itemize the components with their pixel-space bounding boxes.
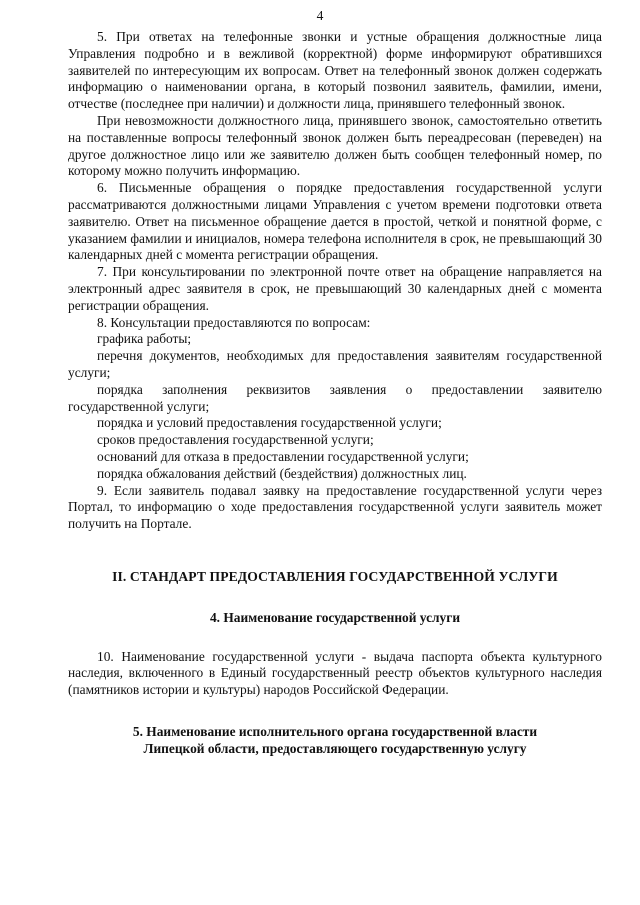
subsection-4-title: 4. Наименование государственной услуги bbox=[209, 609, 461, 625]
paragraph-5-phone-inquiries: 5. При ответах на телефонные звонки и устные обращения должностные лица Управления подробно и в вежливой (корректной) форме информируют обратившихся заявителей по интересующим их вопросам. Ответ на телефонный звонок должен содержать информацию о наименовании органа, в который позвонил заявитель, фамилии, имени, отчестве (последнее при наличии) и должности лица, принявшего телефонный звонок. bbox=[68, 29, 602, 112]
paragraph-7-email-consulting: 7. При консультировании по электронной почте ответ на обращение направляется на электронный адрес заявителя в срок, не превышающий 30 календарных дней с момента регистрации обращения. bbox=[68, 264, 602, 313]
paragraph-9-portal: 9. Если заявитель подавал заявку на предоставление государственной услуги через Портал, то информацию о ходе предоставления государственной услуги заявитель может получить на Портале. bbox=[68, 482, 602, 532]
section-heading: II. СТАНДАРТ ПРЕДОСТАВЛЕНИЯ ГОСУДАРСТВЕННОЙ УСЛУГИ bbox=[112, 568, 558, 584]
subsection-5-title-line2: Липецкой области, предоставляющего государственную услугу bbox=[143, 740, 527, 756]
list-item: порядка и условий предоставления государственной услуги; bbox=[97, 415, 442, 431]
list-item: порядка заполнения реквизитов заявления о предоставлении заявителю государственной услуги; bbox=[68, 381, 602, 414]
paragraph-8-consultation-topics: 8. Консультации предоставляются по вопросам: bbox=[97, 314, 371, 330]
list-item: графика работы; bbox=[97, 331, 192, 347]
list-item: перечня документов, необходимых для предоставления заявителям государственной услуги; bbox=[68, 348, 602, 380]
page-number: 4 bbox=[316, 8, 324, 23]
list-item: порядка обжалования действий (бездействия) должностных лиц. bbox=[97, 465, 467, 481]
paragraph-call-redirect: При невозможности должностного лица, принявшего звонок, самостоятельно ответить на поставленные вопросы телефонный звонок должен быть переадресован (переведен) на другое должностное лицо или же заявителю должен быть сообщен телефонный номер, по которому можно получить информацию. bbox=[68, 112, 602, 179]
subsection-5-title bbox=[68, 723, 602, 757]
subsection-5-title-line1: 5. Наименование исполнительного органа государственной власти bbox=[132, 723, 538, 739]
list-item: сроков предоставления государственной услуги; bbox=[97, 432, 374, 448]
paragraph-10-service-name: 10. Наименование государственной услуги - выдача паспорта объекта культурного наследия, включенного в Единый государственный реестр объектов культурного наследия (памятников истории и культуры) народов Российской Федерации. bbox=[68, 648, 602, 698]
list-item: оснований для отказа в предоставлении государственной услуги; bbox=[97, 448, 469, 464]
paragraph-6-written-requests: 6. Письменные обращения о порядке предоставления государственной услуги рассматриваются должностными лицами Управления с учетом времени подготовки ответа заявителю. Ответ на письменное обращение дается в простой, четкой и понятной форме, с указанием фамилии и инициалов, номера телефона исполнителя в срок, не превышающий 30 календарных дней с момента регистрации обращения. bbox=[68, 180, 602, 263]
document-body bbox=[68, 29, 602, 757]
